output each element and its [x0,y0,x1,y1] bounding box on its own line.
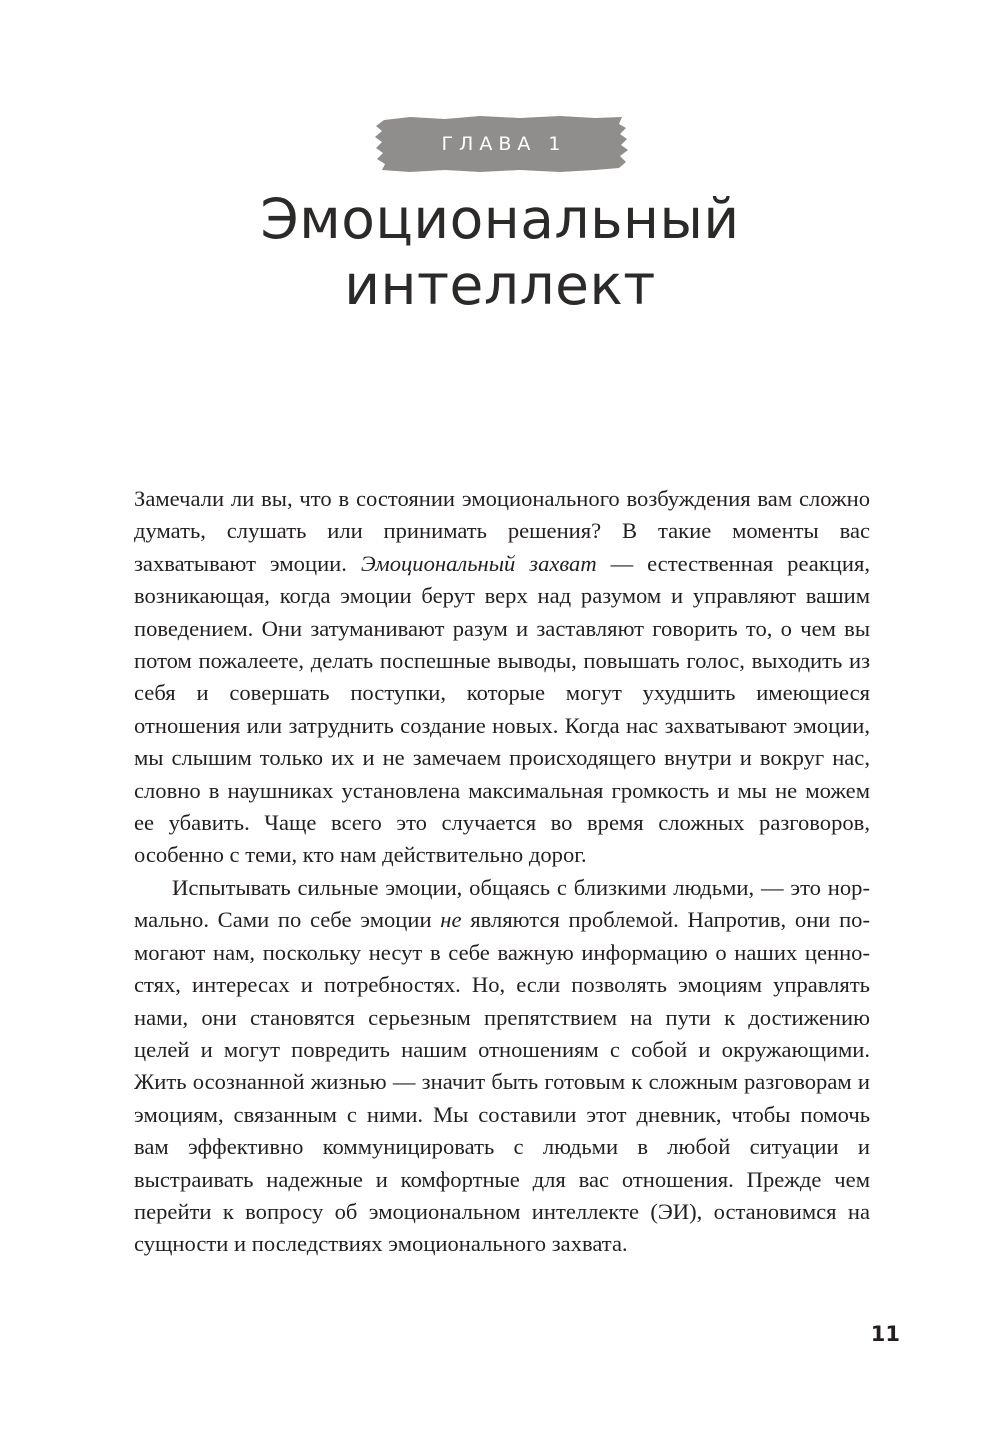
body-text [134,483,870,1261]
chapter-badge [370,112,632,176]
paragraph-1 [134,483,870,872]
paragraph-2-emphasis: не [440,907,462,933]
paragraph-2-part1: Испытывать сильные эмоции, общаясь с близкими людьми, — это нормально. Сами по себе эмоции [134,874,870,933]
chapter-title-line1: Эмоциональный [260,187,740,251]
chapter-title [0,186,1000,318]
paragraph-1-part1: Замечали ли вы, что в состоянии эмоционального возбуждения вам сложно думать, слушать или принимать решения? В такие моменты вас захватывают эмоции. [134,486,870,576]
chapter-label: ГЛАВА 1 [441,133,567,155]
paragraph-2-part2: являются проблемой. Напротив, они помогают нам, поскольку несут в себе важную информацию о наших ценностях, интересах и потребностях. Но, если позволять эмоциям управлять нами, они становятся серьезным препятствием на пути к достижению целей и могут повредить нашим отношениям с собой и окружающими. Жить осознанной жизнью — значит быть готовым к сложным разговорам и эмоциям, связанным с ними. Мы составили этот дневник, чтобы помочь вам эффективно коммуницировать с людьми в любой ситуации и выстраивать надежные и комфортные для вас отношения. Прежде чем перейти к вопросу об эмоциональном интеллекте (ЭИ), остановимся на сущности и последствиях эмоционального захвата. [134,907,870,1257]
paragraph-1-part2: — естественная реакция, возникающая, когда эмоции берут верх над разумом и управляют вашим поведением. Они затуманивают разум и заставляют говорить то, о чем вы потом пожалеете, делать поспешные выводы, повышать голос, выходить из себя и совершать поступки, которые могут ухудшить имеющиеся отношения или затруднить создание новых. Когда нас захватывают эмоции, мы слышим только их и не замечаем происходящего внутри и вокруг нас, словно в наушниках установлена максимальная громкость и мы не можем ее убавить. Чаще всего это случается во время сложных разговоров, особенно с теми, кто нам действительно дорог. [134,550,870,868]
paragraph-1-emphasis: Эмоциональный захват [360,550,597,576]
chapter-title-line2: интеллект [344,253,656,317]
paragraph-2 [134,872,870,1261]
page-number: 11 [870,1322,900,1346]
